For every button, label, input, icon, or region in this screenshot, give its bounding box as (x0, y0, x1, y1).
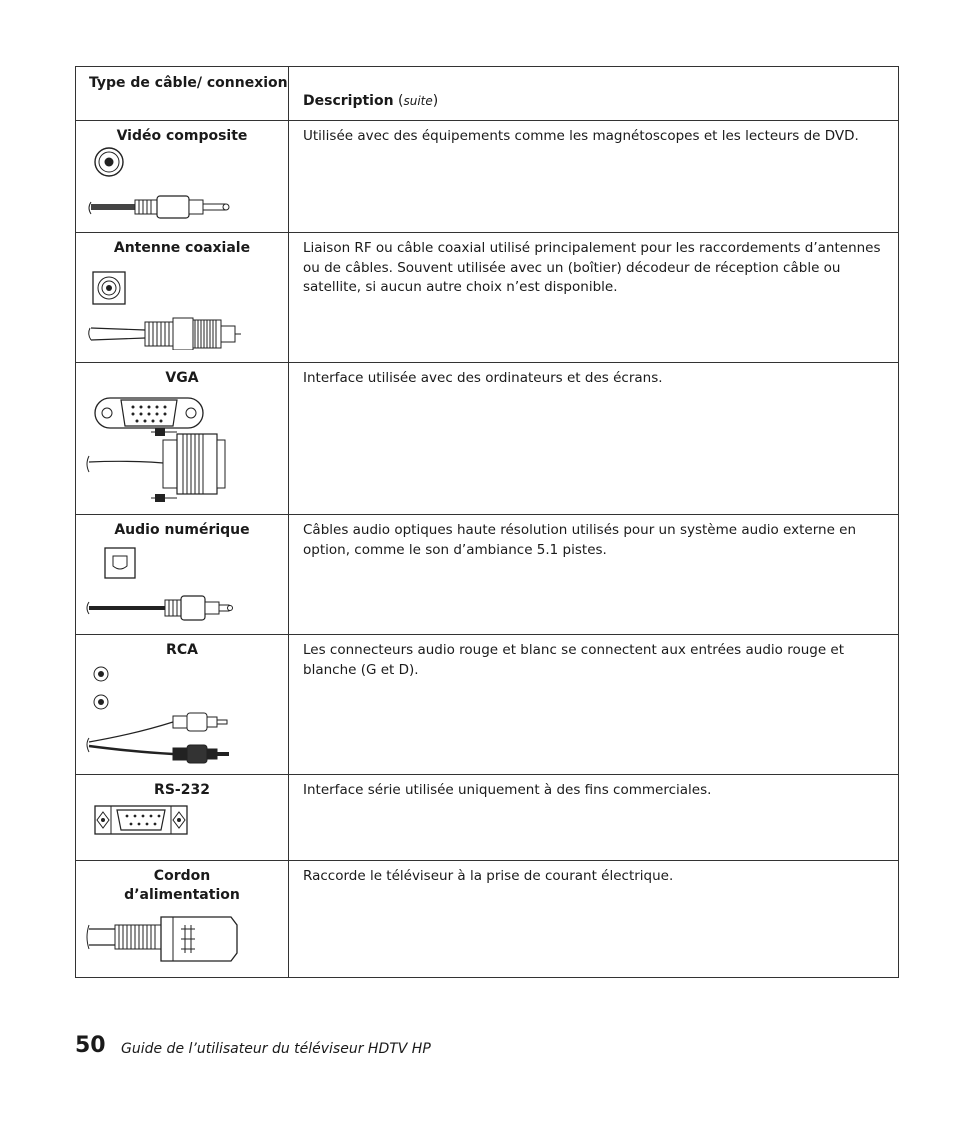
cable-cell-coax (76, 233, 289, 363)
header-description (289, 67, 899, 121)
header-description-label: Description (303, 93, 394, 109)
table-row (76, 635, 899, 775)
table-row (76, 775, 899, 861)
table-row (76, 515, 899, 635)
cable-name: Audio numérique (114, 522, 250, 538)
rs232-connector-icon (85, 800, 255, 848)
cable-name: VGA (165, 370, 199, 386)
table-header-row (76, 67, 899, 121)
header-cable-type: Type de câble/ connexion (76, 67, 289, 121)
table-row (76, 121, 899, 233)
table-row (76, 861, 899, 978)
cable-cell-digital-audio (76, 515, 289, 635)
cable-description: Câbles audio optiques haute résolution utilisés pour un système audio externe en option, comme le son d’ambiance 5.1 pistes. (289, 515, 899, 635)
cable-cell-rs232 (76, 775, 289, 861)
cable-description: Raccorde le téléviseur à la prise de courant électrique. (289, 861, 899, 978)
table-row (76, 363, 899, 515)
cable-name-line2: d’alimentation (124, 887, 240, 903)
page-footer (75, 1033, 431, 1058)
power-cord-icon (85, 905, 255, 977)
cable-name: Antenne coaxiale (113, 240, 251, 256)
cable-name: RS-232 (154, 782, 210, 798)
cable-description: Interface série utilisée uniquement à des fins commerciales. (289, 775, 899, 861)
cable-description: Liaison RF ou câble coaxial utilisé principalement pour les raccordements d’antennes ou de câbles. Souvent utilisée avec un (boîtier) décodeur de réception câble ou satellite, si aucun autre choix n’est disponible. (289, 233, 899, 363)
cable-cell-composite (76, 121, 289, 233)
cable-description: Les connecteurs audio rouge et blanc se connectent aux entrées audio rouge et blanche (G et D). (289, 635, 899, 775)
cable-description: Interface utilisée avec des ordinateurs et des écrans. (289, 363, 899, 515)
cable-name-line1: Cordon (153, 868, 211, 884)
cable-cell-vga (76, 363, 289, 515)
composite-connector-icon (85, 146, 255, 220)
document-title: Guide de l’utilisateur du téléviseur HDTV HP (121, 1041, 431, 1057)
page-number: 50 (75, 1033, 106, 1058)
cable-cell-rca (76, 635, 289, 775)
vga-connector-icon (85, 388, 255, 506)
cable-name: Vidéo composite (116, 128, 248, 144)
cable-table (75, 66, 899, 978)
cable-name: RCA (166, 642, 198, 658)
cable-cell-power (76, 861, 289, 978)
header-paren-open: ( (398, 93, 404, 109)
cable-description: Utilisée avec des équipements comme les magnétoscopes et les lecteurs de DVD. (289, 121, 899, 233)
rca-connector-icon (85, 660, 255, 770)
header-paren-close: ) (432, 93, 439, 109)
header-suite-label: suite (403, 94, 433, 108)
table-row (76, 233, 899, 363)
coax-connector-icon (85, 258, 255, 350)
optical-connector-icon (85, 540, 255, 626)
cable-name (76, 861, 288, 905)
